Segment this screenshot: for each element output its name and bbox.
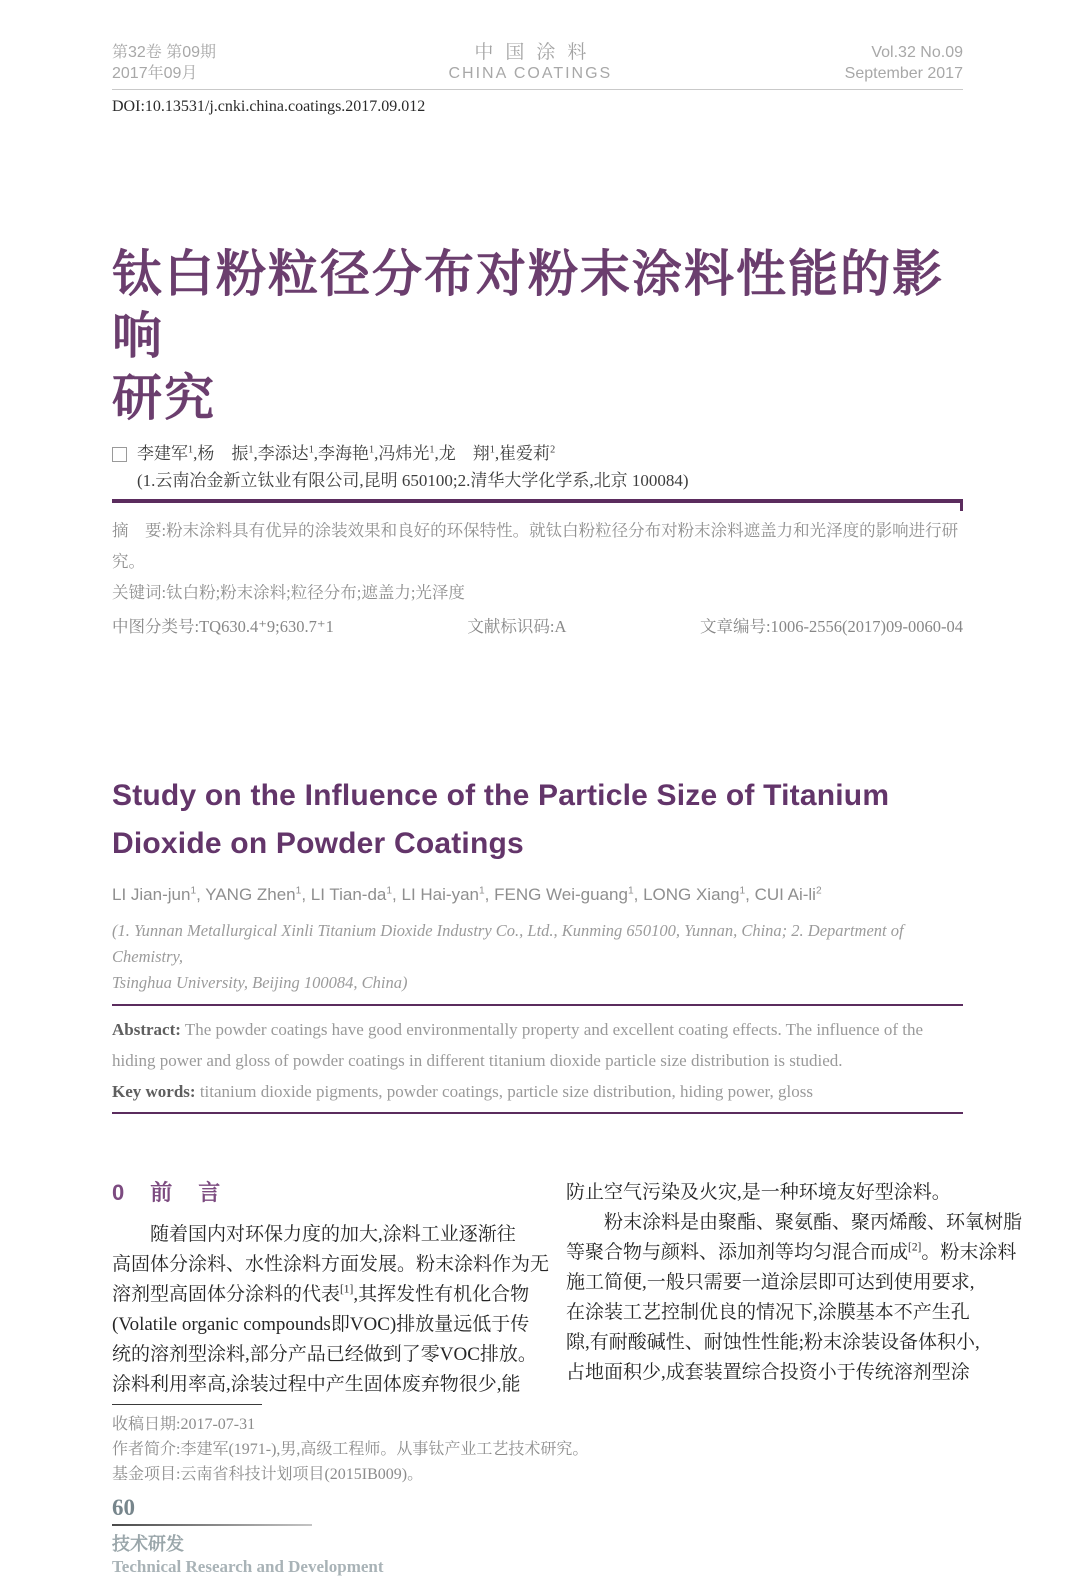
page-number: 60 [112,1495,135,1520]
affiliation-en-line1: (1. Yunnan Metallurgical Xinli Titanium Dioxide Industry Co., Ltd., Kunming 650100, Yunnan, China; 2. Department of Chemistry, [112,921,904,966]
divider-rule-middle [112,1004,963,1006]
header-left [112,42,216,84]
column-name-en: Technical Research and Development [112,1557,384,1576]
authors-en: LI Jian-jun$^1$, YANG Zhen$^1$, LI Tian-$da^1$, LI Hai-yan$^1$, FENG Wei-guang$^1$, LONG Xiang$^1$, CUI $Ai-li^2$ [112,885,822,904]
author-marker-icon [112,447,127,462]
keywords-en-row [112,1076,963,1107]
article-id: 文章编号:1006-2556(2017)09-0060-04 [699,617,963,636]
body-columns [112,1178,1023,1400]
abstract-en-label: Abstract: [112,1020,181,1039]
body-text-line: 溶剂型高固体分涂料的代表[1],其挥发性有机化合物 [112,1283,530,1305]
abstract-en-row [112,1014,963,1076]
article-title-cn-line2: 研究 [112,370,216,426]
clc-number: 中图分类号:TQ630.4⁺9;630.7⁺1 [112,617,334,636]
volume-issue-en: Vol.32 No.09 [871,44,963,61]
keywords-cn-text: 钛白粉;粉末涂料;粒径分布;遮盖力;光泽度 [166,583,465,602]
article-title-en-line1: Study on the Influence of the Particle Size of Titanium [112,779,890,812]
abstract-en-block [112,1014,963,1107]
abstract-cn-block [112,515,963,642]
divider-rule-bottom [112,1112,963,1114]
body-column-right [566,1178,1022,1400]
body-text-line: 占地面积少,成套装置综合投资小于传统溶剂型涂 [566,1362,970,1383]
section-heading: 0 前 言 [112,1180,223,1205]
body-text-line: 随着国内对环保力度的加大,涂料工业逐渐往 [112,1224,516,1245]
footnote-line: 基金项目:云南省科技计划项目(2015IB009)。 [112,1466,424,1483]
header-right [845,42,963,84]
abstract-en-text: The powder coatings have good environmentally property and excellent coating effects. The influence of the hiding power and gloss of powder coatings in different titanium dioxide particle size distribution is studied. [112,1020,923,1070]
volume-issue-cn: 第32卷 第09期 [112,44,217,61]
journal-title-en: CHINA COATINGS [448,65,613,82]
issue-date-cn: 2017年09月 [112,65,198,82]
authors-cn: 李建军$^1$,杨 振$^1$,李添达$^1$,李海艳$^1$,冯炜光$^1$,龙 翔$^1$,崔爱莉$^2$ [137,444,556,463]
keywords-en-text: titanium dioxide pigments, powder coatings, particle size distribution, hiding power, gloss [195,1082,813,1101]
abstract-cn-row [112,515,963,577]
body-text-line: 隙,有耐酸碱性、耐蚀性性能;粉末涂装设备体积小, [566,1332,980,1353]
column-name-cn: 技术研发 [112,1534,184,1554]
byline-cn [112,442,963,466]
body-text-line: 统的溶剂型涂料,部分产品已经做到了零VOC排放。 [112,1344,537,1365]
footnotes-block [112,1404,963,1487]
body-text-line: 在涂装工艺控制优良的情况下,涂膜基本不产生孔 [566,1302,970,1323]
issue-date-en: September 2017 [844,65,963,82]
body-column-left [112,1178,549,1400]
keywords-cn-label: 关键词: [112,583,167,602]
affiliation-cn: (1.云南冶金新立钛业有限公司,昆明 650100;2.清华大学化学系,北京 100084) [137,471,689,490]
footnote-line: 作者简介:李建军(1971-),男,高级工程师。从事钛产业工艺技术研究。 [112,1441,589,1458]
affiliation-en [112,918,963,996]
body-right-lines [566,1178,1022,1388]
abstract-cn-text: 粉末涂料具有优异的涂装效果和良好的环保特性。就钛白粉粒径分布对粉末涂料遮盖力和光泽度的影响进行研究。 [112,521,959,571]
article-title-cn-line1: 钛白粉粒径分布对粉末涂料性能的影响 [112,246,944,364]
keywords-en-label: Key words: [112,1082,196,1101]
abstract-cn-label: 摘 要: [112,521,167,540]
article-title-en [112,772,963,868]
header-center [449,42,613,84]
body-left-lines [112,1220,549,1400]
footnote-lines [112,1412,963,1487]
body-text-line: (Volatile organic compounds即VOC)排放量远低于传 [112,1314,530,1335]
body-text-line: 粉末涂料是由聚酯、聚氨酯、聚丙烯酸、环氧树脂 [566,1212,1023,1233]
footer-rule [112,1524,312,1526]
footnote-divider [112,1404,262,1405]
body-text-line: 高固体分涂料、水性涂料方面发展。粉末涂料作为无 [112,1254,550,1275]
document-code: 文献标识码:A [467,617,567,636]
body-text-line: 施工简便,一般只需要一道涂层即可达到使用要求, [566,1272,975,1293]
doi-line: DOI:10.13531/j.cnki.china.coatings.2017.09.012 [112,98,426,115]
body-text-line: 涂料利用率高,涂装过程中产生固体废弃物很少,能 [112,1374,521,1395]
body-text-line: 等聚合物与颜料、添加剂等均匀混合而成[2]。粉末涂料 [566,1241,1017,1263]
affiliation-en-line2: Tsinghua University, Beijing 100084, China) [112,973,408,992]
keywords-cn-row [112,577,963,608]
article-title-cn [112,243,963,429]
page-footer [112,1495,963,1578]
journal-header [112,42,963,90]
article-title-en-line2: Dioxide on Powder Coatings [112,827,524,860]
footnote-line: 收稿日期:2017-07-31 [112,1416,256,1433]
divider-rule-top [112,499,963,503]
body-text-line: 防止空气污染及火灾,是一种环境友好型涂料。 [566,1182,951,1203]
classification-row [112,612,963,642]
journal-title-cn: 中国涂料 [474,42,599,63]
